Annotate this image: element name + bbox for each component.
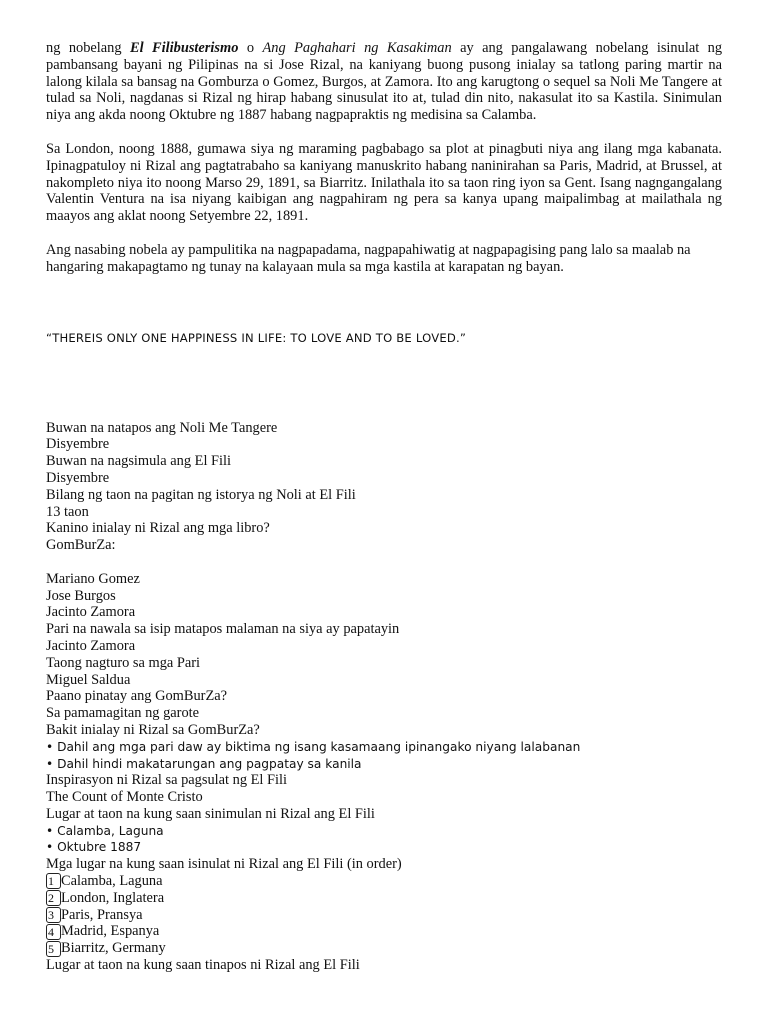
qa-line: Mga lugar na kung saan isinulat ni Rizal ang El Fili (in order) xyxy=(46,856,402,873)
title-el-filibusterismo: El Filibusterismo xyxy=(130,40,239,56)
qa-line: Lugar at taon na kung saan sinimulan ni Rizal ang El Fili xyxy=(46,805,375,822)
intro-mid: o xyxy=(238,40,263,56)
bullet-line: • Oktubre 1887 xyxy=(46,840,142,855)
bullet-line: • Calamba, Laguna xyxy=(46,823,164,838)
qa-line: Pari na nawala sa isip matapos malaman na siya ay papatayin xyxy=(46,621,400,638)
qa-line: Sa pamamagitan ng garote xyxy=(46,705,200,722)
qa-list xyxy=(46,420,722,974)
qa-line: Jacinto Zamora xyxy=(46,604,136,621)
qa-line: 13 taon xyxy=(46,503,89,520)
qa-line: Buwan na natapos ang Noli Me Tangere xyxy=(46,419,278,436)
qa-line: Lugar at taon na kung saan tinapos ni Rizal ang El Fili xyxy=(46,957,360,974)
qa-line: Disyembre xyxy=(46,436,110,453)
qa-line: Bilang ng taon na pagitan ng istorya ng Noli at El Fili xyxy=(46,486,356,503)
number-box: 5 xyxy=(46,941,61,957)
qa-line: Paano pinatay ang GomBurZa? xyxy=(46,688,228,705)
place-text: Madrid, Espanya xyxy=(61,923,160,940)
intro-rest: ay ang pangalawang nobelang isinulat ng pambansang bayani ng Pilipinas na si Jose Rizal, na kaniyang buong pusong inialay sa tatlong paring martir na lalong kilala sa bansag na Gomburza o Gomez, Burgos, at Zamora. Ito ang karugtong o sequel sa Noli Me Tangere at tulad sa Noli, nagdanas si Rizal ng hirap habang sinusulat ito at, tulad din nito, nakasulat ito sa Kastila. Sinimulan niya ang akda noong Oktubre ng 1887 habang nagpapraktis ng medisina sa Calamba. xyxy=(46,40,723,124)
place-text: London, Inglatera xyxy=(61,889,165,906)
title-paghahari: Ang Paghahari ng Kasakiman xyxy=(262,40,452,56)
qa-line: Jacinto Zamora xyxy=(46,637,136,654)
qa-line: Inspirasyon ni Rizal sa pagsulat ng El Fili xyxy=(46,772,288,789)
qa-line: Mariano Gomez xyxy=(46,570,140,587)
numbered-place-item xyxy=(46,940,722,957)
quote-line: “THEREIS ONLY ONE HAPPINESS IN LIFE: TO LOVE AND TO BE LOVED.” xyxy=(46,330,467,345)
numbered-place-item xyxy=(46,890,722,907)
number-box: 4 xyxy=(46,924,61,940)
number-box: 2 xyxy=(46,890,61,906)
qa-line: Buwan na nagsimula ang El Fili xyxy=(46,453,232,470)
number-box: 1 xyxy=(46,873,61,889)
qa-line: Bakit inialay ni Rizal sa GomBurZa? xyxy=(46,721,260,738)
intro-paragraph-2: Sa London, noong 1888, gumawa siya ng maraming pagbabago sa plot at pinagbuti niya ang ilang mga kabanata. Ipinagpatuloy ni Rizal ang pagtatrabaho sa kaniyang manuskrito habang naninirahan sa Paris, Madrid, at Brussel, at nakompleto niya ito noong Marso 29, 1891, sa Biarritz. Inilathala ito sa taon ring iyon sa Gent. Isang nagngangalang Valentin Ventura na isa niyang kaibigan ang nagpahiram ng pera sa kanya upang maipalimbag at mailathala ng maayos ang aklat noong Setyembre 22, 1891. xyxy=(46,140,722,225)
place-text: Calamba, Laguna xyxy=(61,873,163,890)
place-text: Paris, Pransya xyxy=(61,906,143,923)
intro-lead: ng nobelang xyxy=(46,40,130,56)
numbered-place-item xyxy=(46,873,722,890)
place-text: Biarritz, Germany xyxy=(61,940,166,957)
intro-paragraph-1 xyxy=(46,40,722,124)
numbered-place-item xyxy=(46,907,722,924)
intro-paragraph-3: Ang nasabing nobela ay pampulitika na nagpapadama, nagpapahiwatig at nagpapagising pang lalo sa maalab na hangaring makapagtamo ng tunay na kalayaan mula sa mga kastila at karapatan ng bayan. xyxy=(46,241,691,275)
number-box: 3 xyxy=(46,907,61,923)
qa-line: GomBurZa: xyxy=(46,537,116,554)
blank-line xyxy=(46,554,722,571)
qa-line: Taong nagturo sa mga Pari xyxy=(46,654,201,671)
numbered-place-item xyxy=(46,923,722,940)
document-page xyxy=(46,40,722,974)
qa-line: Disyembre xyxy=(46,469,110,486)
bullet-line: • Dahil ang mga pari daw ay biktima ng isang kasamaang ipinangako niyang lalabanan xyxy=(46,739,581,754)
qa-line: Kanino inialay ni Rizal ang mga libro? xyxy=(46,520,270,537)
bullet-line: • Dahil hindi makatarungan ang pagpatay sa kanila xyxy=(46,756,362,771)
qa-line: Jose Burgos xyxy=(46,587,116,604)
qa-line: Miguel Saldua xyxy=(46,671,131,688)
qa-line: The Count of Monte Cristo xyxy=(46,789,203,806)
